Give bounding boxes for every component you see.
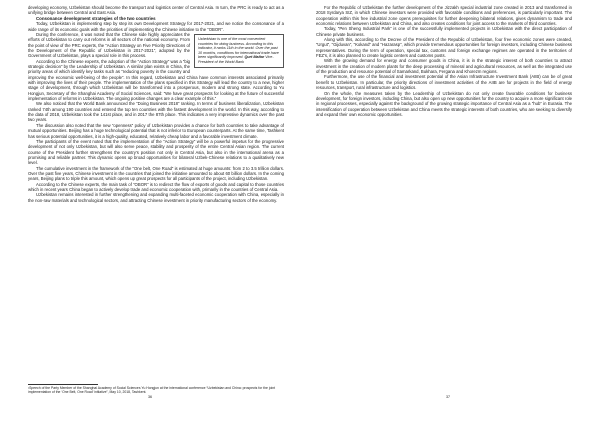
section-heading: Consonance development strategies of the two countries (36, 15, 156, 21)
paragraph: The discussion also noted that the new “openness” policy of Uzbekistan provides a chance for both countries to take advantage of mutual opportunities. Beijing has a huge technological potential that is not inferior to European counterparts. At the same time, Tashkent has serious potential opportunities, it is a high-quality, educated, relatively cheap labor and a favorable investment climate. (28, 122, 284, 139)
paragraph: developing economy, Uzbekistan should become the transport and logistics center of Central Asia. In turn, the PRC is ready to act as a unifying bridge between Central and East Asia. (28, 5, 284, 16)
quote-callout (194, 34, 284, 68)
paragraph: According to the Chinese experts, the main task of “OBOR” is to redirect the flow of exports of goods and capital to those countries which in recent years China began to actively develop trade and economic cooperation with, primarily in the countries of Central Asia. (28, 181, 284, 192)
paragraph: We also noticed that the World Bank announced the “Doing Business 2018” ranking. In terms of business liberalization, Uzbekistan ranked 74th among 190 countries and entered the top ten countries with the fastest development in the world. In this way, according to the data of 2018, Uzbekistan took the 141st place, and in 2017 the 87th place. This indicates a very impressive dynamics over the past two years. (28, 101, 284, 123)
paragraph: For the Republic of Uzbekistan the further development of the Jizzakh special industrial zone created in 2013 and transformed in 2018 Syrdarya SIZ, in which Chinese investors were provided with favorable conditions and preferences, is particularly important. The cooperation within this free industrial zone opens prerequisites for further deepening bilateral relations, gives dynamism to trade and economic relations between Uzbekistan and China, and also creates conditions for joint access to the markets of third countries. (316, 5, 572, 27)
callout-text: Uzbekistan is one of the most convenient countries for doing business. According to this indicator, it ranks 11th in the world. Over the past 10 months, conditions for international trade have been significantly improved. (198, 36, 279, 60)
paragraph: During the conference, it was noted that the Chinese side highly appreciates the efforts of Uzbekistan to carry out reforms in all sectors of the national economy. From the point of view of the PRC experts, the “Action Strategy on Five Priority Directions of the Development of the Republic of Uzbekistan in 2017-2021”, adopted by the Government of Uzbekistan, plays a special role in this process. (28, 31, 190, 59)
paragraph: Today, “Pen Sheng Industrial Park” is one of the successfully implemented projects in Uzbekistan with the direct participation of Chinese private business. (316, 26, 572, 37)
paragraph: Uzbekistan remains interested in further strengthening and expanding multi-faceted economic cooperation with China, especially in the non-raw materials and technological sectors, and attracting Chinese investment in priority manufacturing sectors of the economy. (28, 192, 284, 203)
paragraph: Today, Uzbekistan is implementing step by step its own Development Strategy for 2017-2021, and we notice the consonance of a wide range of its economic goals with the priorities of implementing the Chinese initiative to the “OBOR”. (28, 21, 284, 32)
paragraph: Along with this, according to the Decree of the President of the Republic of Uzbekistan, four free economic zones were created, “Urgut”, “Gijduvan”, “Kokand” and “Hazarasp”, which provide tremendous opportunities for foreign investors, including Chinese business representatives. During the term of operation, special tax, customs and foreign exchange regimes are operated in the territories of FEZ's, it is also planned to create logistic centers and customs posts. (316, 37, 572, 59)
paragraph: According to the Chinese experts, the adoption of the “Action Strategy” was a “big strategic decision” by the Leadership of Uzbekistan. A similar plan exists in China, the priority areas of which identify key tasks such as “reducing poverty in the country and improving the economic well-being of the people”. In this regard, Uzbekistan and China have common interests associated primarily with improving the lives of their people. The implementation of the plans specified in this Strategy will lead the country to a new, higher stage of development, through which Uzbekistan will be transformed into a prosperous, modern and strong state. According to Yu Hongjun, Secretary of the Shanghai Academy of Social Sciences, said: “We have great prospects for looking at the future of successful implementation of reforms in Uzbekistan. The ongoing positive changes are a clear example of this.” (28, 58, 284, 102)
paragraph: With the growing demand for energy and consumer goods in China, it is in the strategic interest of both countries to attract investment in the creation of modern plants for the deep processing of mineral and agricultural resources, as well as the integrated use of the production and resource potential of Samarkand, Bukhara, Fergana and Khorezm regions. (316, 58, 572, 75)
page-number-right: 37 (446, 395, 450, 399)
right-page (300, 0, 600, 424)
paragraph: The participants of the event noted that the implementation of the “Action Strategy” will be a powerful impetus for the progressive development of not only Uzbekistan, but will also serve peace, stability and prosperity of the entire Central Asian region. The current course of the President further strengthens the country's position not only in Central Asia, but also in the international arena as a promising and reliable partner. This dynamic opens up broad opportunities for bilateral Uzbek-Chinese relations to a qualitatively new level. (28, 138, 284, 166)
footnote-divider (28, 384, 98, 385)
page-number-left: 36 (148, 395, 152, 399)
callout-author-role: Vice-President of the World Bank (198, 55, 274, 64)
paragraph: Furthermore, the use of the financial and investment potential of the Asian Infrastructure Investment Bank (AIIB) can be of great benefit to Uzbekistan. In particular, the priority directions of investment activities of the AIIB are for projects in the field of energy resources, transport, rural infrastructure and logistics. (316, 74, 572, 91)
paragraph: The cumulative investment in the framework of the “One belt, One Road” is estimated at huge amounts: from 2 to 3.5 trillion dollars. Over the past five years, Chinese investment in the countries that joined the initiative amounted to about 60 billion dollars. In the coming years, Beijing plans to triple this amount, which opens up great prospects for all participants of the project, including Uzbekistan. (28, 165, 284, 182)
footnote: ¹Speech of the Party Member of the Shanghai Academy of Social Sciences Yu Hongjun at the international conference “Uzbekistan and China: prospects for the joint implementation of the ‘One Belt, One Road’ initiative”, May 10, 2018, Tashkent. (28, 386, 276, 395)
paragraph: On the whole, the measures taken by the Leadership of Uzbekistan do not only create favorable conditions for business development, for foreign investors, including China, but also open up new opportunities for the country to acquire a more significant role in regional processes, especially against the background of the growing strategic importance of Central Asia as a “hub” in Eurasia. The intensification of cooperation between Uzbekistan and China meets the strategic interests of both countries, who are seeking to diversify and expand their own economic opportunities. (316, 90, 572, 117)
callout-author: Qurt Maltar (244, 55, 265, 60)
